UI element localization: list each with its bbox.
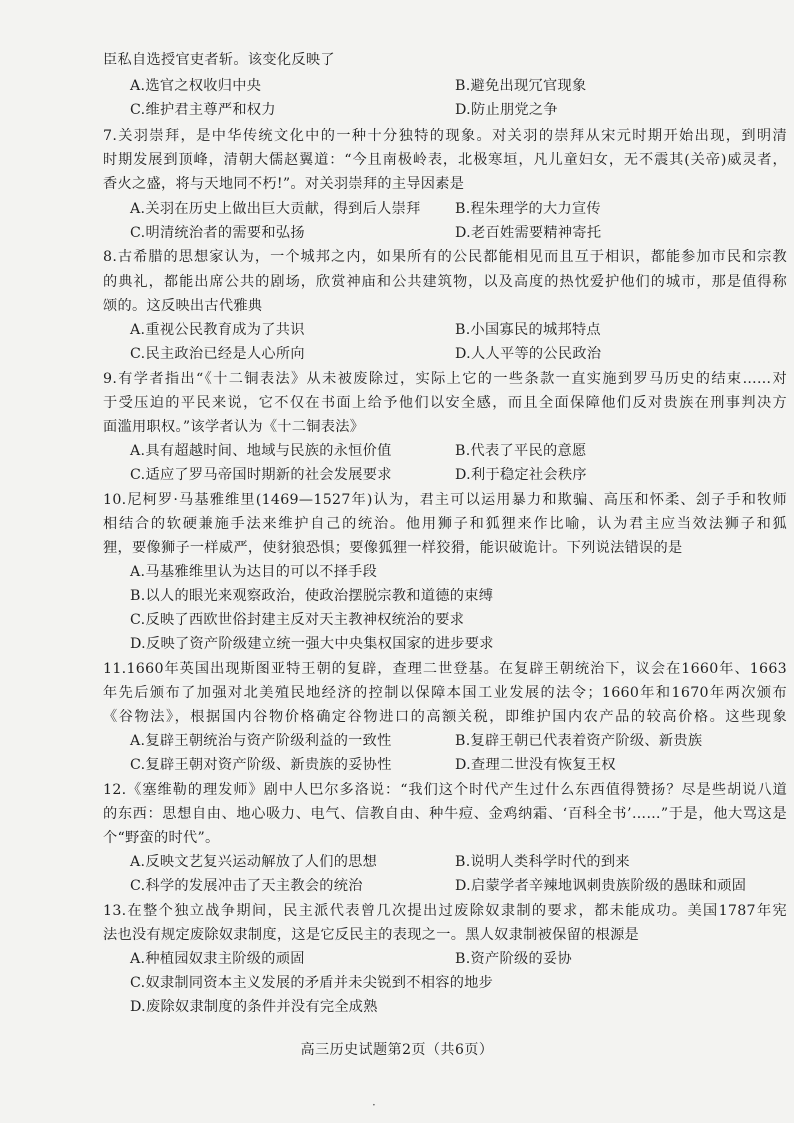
question-text-line: 相结合的软硬兼施手法来维护自己的统治。他用狮子和狐狸来作比喻，认为君主应当效法狮子和狐 [103, 516, 787, 532]
answer-option: C.反映了西欧世俗封建主反对天主教神权统治的要求 [130, 612, 465, 628]
answer-option: B.资产阶级的妥协 [455, 951, 572, 967]
answer-option: C.民主政治已经是人心所向 [130, 346, 305, 362]
answer-option: A.选官之权收归中央 [130, 78, 262, 94]
question-text-line: 个“野蛮的时代”。 [103, 830, 220, 846]
answer-option: B.避免出现冗官现象 [455, 78, 587, 94]
answer-option: B.以人的眼光来观察政治，使政治摆脱宗教和道德的束缚 [130, 588, 494, 604]
answer-option: B.程朱理学的大力宣传 [455, 201, 601, 217]
question-text-line: 臣私自选授官吏者斩。该变化反映了 [103, 52, 335, 68]
page-footer: 高三历史试题第2页（共6页） [300, 1042, 494, 1058]
answer-option: C.复辟王朝对资产阶级、新贵族的妥协性 [130, 757, 392, 773]
answer-option: D.老百姓需要精神寄托 [455, 225, 602, 241]
question-text-line: 面滥用职权。”该学者认为《十二铜表法》 [103, 419, 365, 435]
question-text-line: 香火之盛，将与天地同不朽!”。对关羽崇拜的主导因素是 [103, 176, 465, 192]
answer-option: A.具有超越时间、地域与民族的永恒价值 [130, 443, 392, 459]
answer-option: A.关羽在历史上做出巨大贡献，得到后人崇拜 [130, 201, 421, 217]
answer-option: D.利于稳定社会秩序 [455, 467, 587, 483]
answer-option: D.人人平等的公民政治 [455, 346, 602, 362]
answer-option: C.奴隶制同资本主义发展的矛盾并未尖锐到不相容的地步 [130, 975, 494, 991]
question-text-line: 年先后颁布了加强对北美殖民地经济的控制以保障本国工业发展的法令；1660年和1670年两次颁布 [103, 685, 787, 701]
answer-option: A.马基雅维里认为达目的可以不择手段 [130, 564, 378, 580]
question-text-line: 颂的。这反映出古代雅典 [103, 298, 263, 314]
question-text-line: 8.古希腊的思想家认为，一个城邦之内，如果所有的公民都能相见而且互于相识，都能参加市民和宗教 [103, 249, 787, 265]
answer-option: D.启蒙学者辛辣地讽刺贵族阶级的愚昧和顽固 [455, 878, 747, 894]
question-text-line: 7.关羽崇拜，是中华传统文化中的一种十分独特的现象。对关羽的崇拜从宋元时期开始出现，到明清 [103, 128, 787, 144]
answer-option: C.适应了罗马帝国时期新的社会发展要求 [130, 467, 392, 483]
answer-option: B.小国寡民的城邦特点 [455, 322, 601, 338]
question-text-line: 《谷物法》，根据国内谷物价格确定谷物进口的高额关税，即维护国内农产品的较高价格。这些现象 [103, 709, 787, 725]
question-text-line: 法也没有规定废除奴隶制度，这是它反民主的表现之一。黑人奴隶制被保留的根源是 [103, 927, 640, 943]
question-text-line: 的典礼，都能出席公共的剧场，欣赏神庙和公共建筑物，以及高度的热忱爱护他们的城市，那是值得称 [103, 274, 787, 290]
question-text-line: 的东西：思想自由、地心吸力、电气、信教自由、种牛痘、金鸡纳霜、‘百科全书’……”于是，他大骂这是 [103, 806, 787, 822]
question-text-line: 11.1660年英国出现斯图亚特王朝的复辟，查理二世登基。在复辟王朝统治下，议会在1660年、1663 [103, 661, 787, 677]
answer-option: A.反映文艺复兴运动解放了人们的思想 [130, 854, 378, 870]
answer-option: A.种植园奴隶主阶级的顽固 [130, 951, 305, 967]
answer-option: D.查理二世没有恢复王权 [455, 757, 616, 773]
answer-option: A.复辟王朝统治与资产阶级利益的一致性 [130, 733, 392, 749]
answer-option: A.重视公民教育成为了共识 [130, 322, 305, 338]
answer-option: D.废除奴隶制度的条件并没有完全成熟 [130, 999, 378, 1015]
answer-option: B.复辟王朝已代表着资产阶级、新贵族 [455, 733, 703, 749]
answer-option: C.科学的发展冲击了天主教会的统治 [130, 878, 363, 894]
question-text-line: 13.在整个独立战争期间，民主派代表曾几次提出过废除奴隶制的要求，都未能成功。美国1787年宪 [103, 903, 787, 919]
answer-option: C.维护君主尊严和权力 [130, 102, 276, 118]
answer-option: B.说明人类科学时代的到来 [455, 854, 630, 870]
answer-option: C.明清统治者的需要和弘扬 [130, 225, 305, 241]
question-text-line: 时期发展到顶峰，清朝大儒赵翼道：“今且南极岭表，北极寒垣，凡儿童妇女，无不震其(关帝)威灵者， [103, 152, 787, 168]
answer-option: D.反映了资产阶级建立统一强大中央集权国家的进步要求 [130, 636, 494, 652]
question-text-line: 于受压迫的平民来说，它不仅在书面上给予他们以安全感，而且全面保障他们反对贵族在刑事判决方 [103, 395, 787, 411]
question-text-line: 12.《塞维勒的理发师》剧中人巴尔多洛说：“我们这个时代产生过什么东西值得赞扬？尽是些胡说八道 [103, 782, 787, 798]
question-text-line: 狸，要像狮子一样威严，使豺狼恐惧；要像狐狸一样狡猾，能识破诡计。下列说法错误的是 [103, 540, 683, 556]
stray-dot: · [372, 1098, 376, 1112]
answer-option: D.防止朋党之争 [455, 102, 558, 118]
question-text-line: 10.尼柯罗·马基雅维里(1469—1527年)认为，君主可以运用暴力和欺骗、高压和怀柔、刽子手和牧师 [103, 492, 787, 508]
question-text-line: 9.有学者指出“《十二铜表法》从未被废除过，实际上它的一些条款一直实施到罗马历史的结束……对 [103, 371, 787, 387]
answer-option: B.代表了平民的意愿 [455, 443, 587, 459]
